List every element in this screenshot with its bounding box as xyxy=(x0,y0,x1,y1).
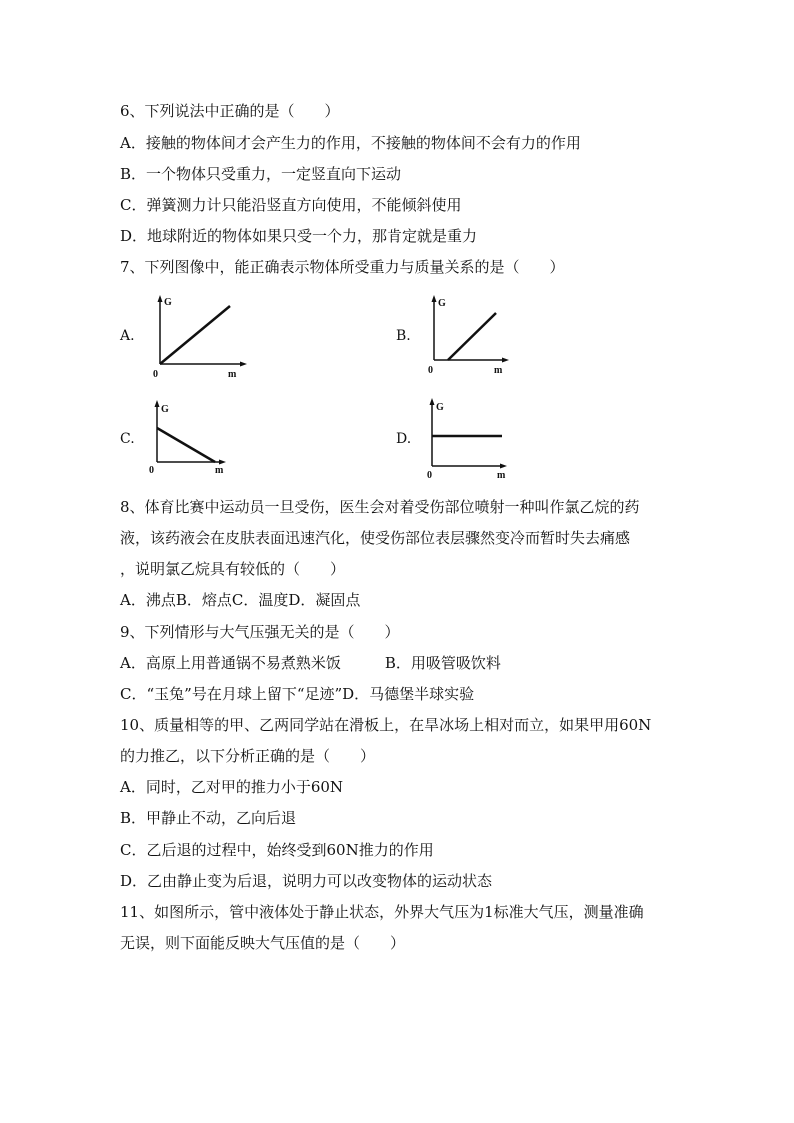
graph-c-label: C. xyxy=(120,431,135,447)
q10-option-b: B．甲静止不动，乙向后退 xyxy=(120,809,297,827)
graph-c xyxy=(147,398,237,478)
q10-option-d: D．乙由静止变为后退，说明力可以改变物体的运动状态 xyxy=(120,872,493,890)
q8-options: A．沸点B．熔点C．温度D．凝固点 xyxy=(120,591,361,609)
q6-option-d: D．地球附近的物体如果只受一个力，那肯定就是重力 xyxy=(120,227,478,245)
graph-b-x-axis: m xyxy=(494,365,503,376)
graph-b-y-axis: G xyxy=(438,298,446,309)
q10-line-1: 10、质量相等的甲、乙两同学站在滑板上，在旱冰场上相对而立，如果甲用60N xyxy=(120,716,652,734)
graph-b-origin: 0 xyxy=(428,365,433,376)
q6-option-a: A．接触的物体间才会产生力的作用，不接触的物体间不会有力的作用 xyxy=(120,134,581,152)
graph-b xyxy=(424,293,524,383)
graph-d-label: D. xyxy=(396,431,412,447)
q11-line-2: 无误，则下面能反映大气压值的是（ ） xyxy=(120,934,406,952)
graph-d-x-axis: m xyxy=(497,470,506,481)
graph-a xyxy=(150,293,250,383)
graph-a-label: A. xyxy=(120,328,135,344)
q6-option-b: B．一个物体只受重力，一定竖直向下运动 xyxy=(120,165,402,183)
q11-line-1: 11、如图所示，管中液体处于静止状态，外界大气压为1标准大气压，测量准确 xyxy=(120,903,644,921)
q9-stem: 9、下列情形与大气压强无关的是（ ） xyxy=(120,623,400,641)
q9-option-a: A．高原上用普通锅不易煮熟米饭 xyxy=(120,654,341,672)
q10-line-2: 的力推乙，以下分析正确的是（ ） xyxy=(120,747,376,765)
graph-a-y-axis: G xyxy=(164,297,172,308)
graph-c-y-axis: G xyxy=(161,404,169,415)
graph-a-x-axis: m xyxy=(228,369,237,380)
q8-line-1: 8、体育比赛中运动员一旦受伤，医生会对着受伤部位喷射一种叫作氯乙烷的药 xyxy=(120,498,640,516)
q9-option-b: B．用吸管吸饮料 xyxy=(384,654,501,672)
q8-line-2: 液，该药液会在皮肤表面迅速汽化，使受伤部位表层骤然变冷而暂时失去痛感 xyxy=(120,529,631,547)
q6-stem: 6、下列说法中正确的是（ ） xyxy=(120,102,340,120)
graph-d-y-axis: G xyxy=(436,402,444,413)
q9-options-ab xyxy=(120,653,501,673)
q9-options-cd: C．“玉兔”号在月球上留下“足迹”D．马德堡半球实验 xyxy=(120,685,475,703)
graph-a-origin: 0 xyxy=(153,369,158,380)
q6-option-c: C．弹簧测力计只能沿竖直方向使用，不能倾斜使用 xyxy=(120,196,462,214)
graph-d-origin: 0 xyxy=(427,470,432,481)
graph-b-label: B. xyxy=(396,328,411,344)
q10-option-c: C．乙后退的过程中，始终受到60N推力的作用 xyxy=(120,841,434,859)
graph-c-x-axis: m xyxy=(215,465,224,476)
graph-d xyxy=(422,396,522,482)
q7-stem: 7、下列图像中，能正确表示物体所受重力与质量关系的是（ ） xyxy=(120,258,565,276)
q8-line-3: ，说明氯乙烷具有较低的（ ） xyxy=(120,560,346,578)
graph-c-origin: 0 xyxy=(149,465,154,476)
q10-option-a: A．同时，乙对甲的推力小于60N xyxy=(120,778,344,796)
